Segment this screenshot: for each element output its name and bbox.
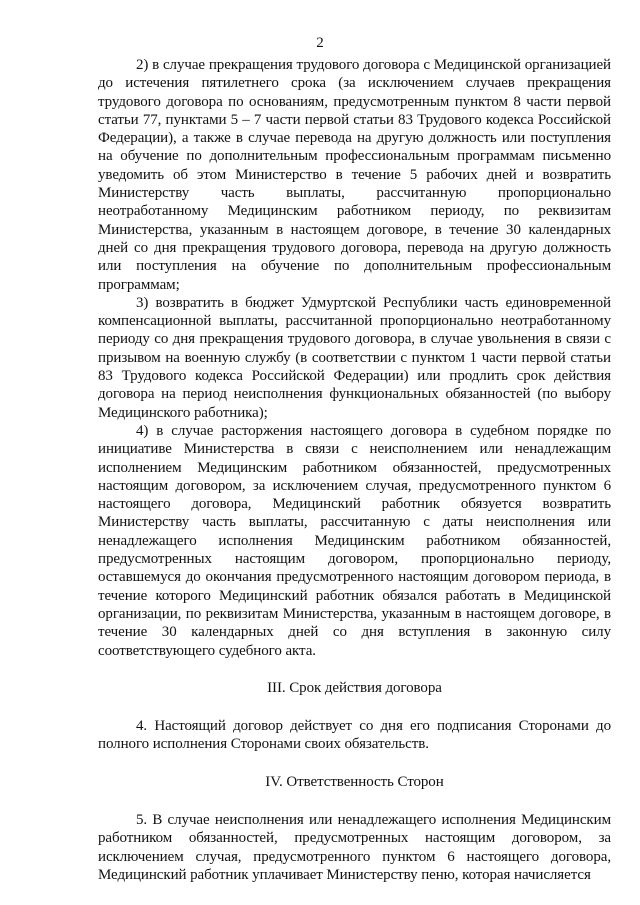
clause-5: 5. В случае неисполнения или ненадлежащего исполнения Медицинским работником обязанностей, предусмотренных настоящим договором, за исключением случая, предусмотренного пунктом 6 настоящего договора, Медицинский работник уплачивает Министерству пеню, которая начисляется (98, 811, 611, 883)
section-heading-term: III. Срок действия договора (267, 679, 442, 696)
clause-2-item-3: 3) возвратить в бюджет Удмуртской Республики часть единовременной компенсационной выплаты, рассчитанной пропорционально неотработанному периоду со дня прекращения трудового договора, в случае увольнения в связи с призывом на военную службу (в соответствии с пунктом 1 части первой статьи 83 Трудового кодекса Российской Федерации) или продлить срок действия договора на период неисполнения функциональных обязанностей (по выбору Медицинского работника); (98, 294, 611, 421)
clause-4: 4. Настоящий договор действует со дня его подписания Сторонами до полного исполнения Сторонами своих обязательств. (98, 718, 611, 753)
section-heading-liability: IV. Ответственность Сторон (265, 773, 444, 790)
clause-2-item-2: 2) в случае прекращения трудового договора с Медицинской организацией до истечения пятилетнего срока (за исключением случаев прекращения трудового договора по основаниям, предусмотренным пунктом 8 части первой статьи 77, пунктами 5 – 7 части первой статьи 83 Трудового кодекса Российской Федерации), а также в случае перевода на другую должность или поступления на обучение по дополнительным профессиональным программам письменно уведомить об этом Министерство в течение 5 рабочих дней и возвратить Министерству часть выплаты, рассчитанную пропорционально неотработанному Медицинским работником периоду, по реквизитам Министерства, указанным в настоящем договоре, в течение 30 календарных дней со дня прекращения трудового договора, перевода на другую должность или поступления на обучение по дополнительным профессиональным программам; (98, 57, 611, 293)
clause-2-item-4: 4) в случае расторжения настоящего договора в судебном порядке по инициативе Министерства в связи с неисполнением или ненадлежащим исполнением Медицинским работником обязанностей, предусмотренных настоящим договором, за исключением случая, предусмотренного пунктом 6 настоящего договора, Медицинский работник обязуется возвратить Министерству часть выплаты, рассчитанную с даты неисполнения или ненадлежащего исполнения Медицинским работником обязанностей, предусмотренных настоящим договором, пропорционально периоду, оставшемуся до окончания предусмотренного настоящим договором периода, в течение которого Медицинский работник обязался работать в Медицинской организации, по реквизитам Министерства, указанным в настоящем договоре, в течение 30 календарных дней со дня вступления в законную силу соответствующего судебного акта. (98, 422, 611, 659)
page-number: 2 (316, 35, 324, 51)
document-body (98, 56, 611, 884)
